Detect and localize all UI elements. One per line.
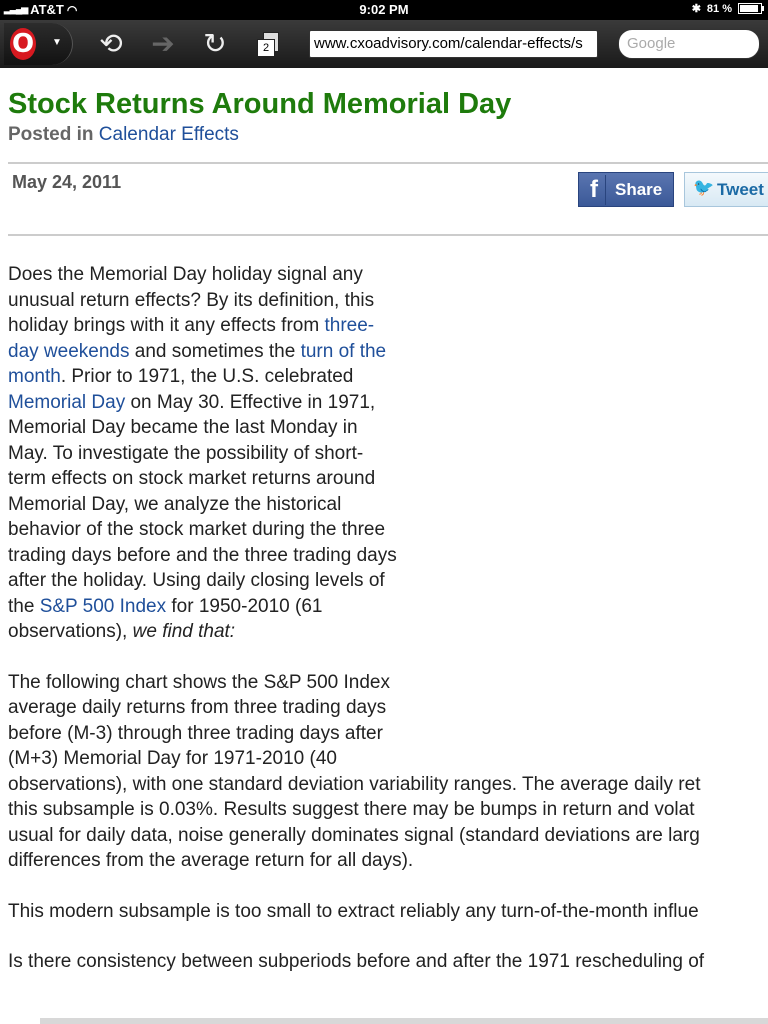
text-line: trading days before and the three trading days <box>8 544 397 566</box>
text-line: May. To investigate the possibility of short- <box>8 442 364 464</box>
forward-arrow-icon[interactable]: ➔ <box>151 27 175 60</box>
tab-count: 2 <box>257 39 275 57</box>
text-line: term effects on stock market returns around <box>8 468 376 489</box>
tweet-label: Tweet <box>717 180 764 199</box>
facebook-share-button[interactable] <box>578 172 674 207</box>
post-date: May 24, 2011 <box>12 172 122 192</box>
text-line: holiday brings with it any effects from three- <box>8 315 375 336</box>
reload-icon[interactable]: ↻ <box>203 27 227 60</box>
zoom-back-icon[interactable]: ⟲ <box>99 27 123 60</box>
share-label: Share <box>615 180 663 199</box>
text-line: month. Prior to 1971, the U.S. celebrated <box>8 366 354 387</box>
text-line: before (M-3) through three trading days after <box>8 722 383 744</box>
divider <box>8 234 768 236</box>
facebook-icon: f <box>583 175 606 205</box>
status-time: 9:02 PM <box>359 2 409 17</box>
category-link[interactable]: Calendar Effects <box>98 124 239 145</box>
url-field[interactable]: www.cxoadvisory.com/calendar-effects/s <box>309 30 598 58</box>
battery-percent: 81 % <box>706 2 732 15</box>
three-day-weekends-link[interactable]: three- <box>324 315 375 336</box>
opera-logo-icon: O <box>11 29 35 59</box>
carrier-name: AT&T <box>30 2 64 17</box>
chevron-down-icon: ▼ <box>52 37 62 48</box>
opera-menu-button[interactable] <box>4 23 73 65</box>
memorial-day-link[interactable]: Memorial Day <box>8 391 126 413</box>
page-content <box>0 68 768 1024</box>
text-line: This modern subsample is too small to extract reliably any turn-of-the-month influe <box>8 900 699 922</box>
text-line: Is there consistency between subperiods before and after the 1971 rescheduling of <box>8 951 705 972</box>
bluetooth-icon: ✱ <box>691 3 701 15</box>
text-line: Does the Memorial Day holiday signal any <box>8 264 363 285</box>
wifi-icon: ◠ <box>66 2 78 17</box>
page-title: Stock Returns Around Memorial Day <box>8 88 512 120</box>
horizontal-scrollbar[interactable] <box>40 1018 768 1024</box>
posted-prefix: Posted in <box>8 124 94 145</box>
status-bar <box>0 0 768 20</box>
text-line: behavior of the stock market during the three <box>8 519 386 540</box>
text-line: Memorial Day, we analyze the historical <box>8 493 342 515</box>
twitter-bird-icon: 🐦 <box>693 178 715 197</box>
article-body <box>8 262 704 975</box>
text-line: Memorial Day became the last Monday in <box>8 417 358 438</box>
signal-icon: ▂▃▄▅ <box>4 4 28 14</box>
text-line: usual for daily data, noise generally dominates signal (standard deviations are larg <box>8 824 700 846</box>
text-line: observations), with one standard deviation variability ranges. The average daily ret <box>8 773 701 795</box>
divider <box>8 162 768 164</box>
search-input[interactable]: Google <box>618 29 760 59</box>
turn-of-month-link[interactable]: month <box>8 366 61 387</box>
text-line: (M+3) Memorial Day for 1971-2010 (40 <box>8 748 337 769</box>
tweet-button[interactable] <box>684 172 768 207</box>
text-line: the S&P 500 Index for 1950-2010 (61 <box>8 595 323 617</box>
three-day-weekends-link[interactable]: day weekends <box>8 340 130 362</box>
text-line: The following chart shows the S&P 500 Index <box>8 671 390 693</box>
text-line: average daily returns from three trading days <box>8 697 387 718</box>
text-line: this subsample is 0.03%. Results suggest there may be bumps in return and volat <box>8 799 695 820</box>
text-line: unusual return effects? By its definition, this <box>8 289 375 311</box>
battery-icon <box>738 3 762 14</box>
status-right <box>692 2 762 15</box>
text-line: differences from the average return for all days). <box>8 850 414 871</box>
text-line: day weekends and sometimes the turn of the <box>8 340 387 362</box>
text-line: observations), we find that: <box>8 621 236 642</box>
text-line: after the holiday. Using daily closing levels of <box>8 570 385 591</box>
text-line: Memorial Day on May 30. Effective in 1971, <box>8 391 376 413</box>
turn-of-month-link[interactable]: turn of the <box>300 340 387 362</box>
sp500-link[interactable]: S&P 500 Index <box>39 595 167 617</box>
posted-in <box>8 124 239 146</box>
tabs-button[interactable] <box>252 29 286 59</box>
